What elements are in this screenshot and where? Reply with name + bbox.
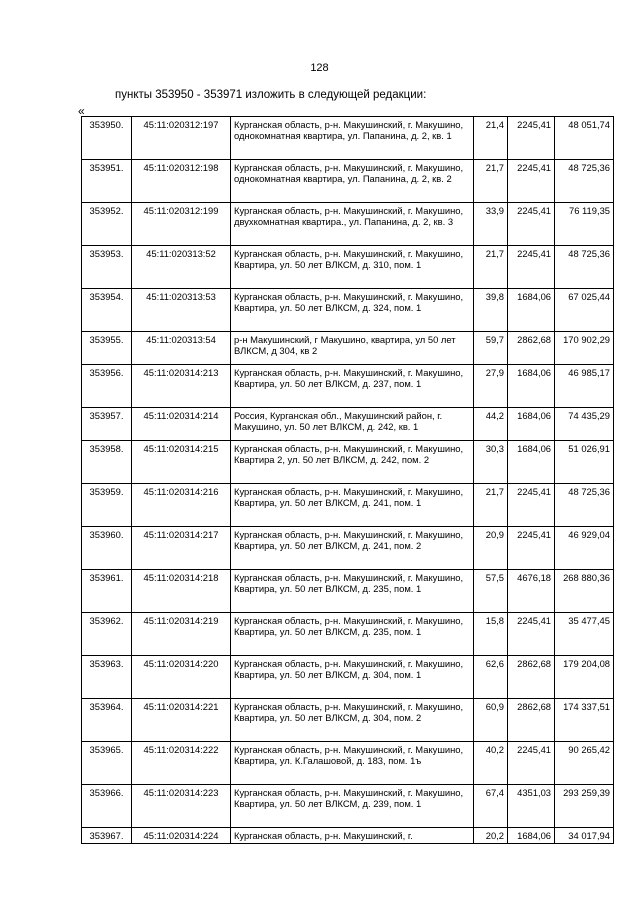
- cadastral-number: 45:11:020313:53: [132, 289, 231, 332]
- cadastral-number: 45:11:020314:220: [132, 656, 231, 699]
- table-row: [82, 742, 614, 785]
- cadastral-value: 74 435,29: [555, 408, 614, 441]
- row-number: 353954.: [82, 289, 132, 332]
- property-area: 39,8: [474, 289, 508, 332]
- table-row: [82, 527, 614, 570]
- property-address: Курганская область, р-н. Макушинский, г.: [231, 828, 474, 844]
- cadastral-value: 179 204,08: [555, 656, 614, 699]
- cadastral-value: 51 026,91: [555, 441, 614, 484]
- row-number: 353961.: [82, 570, 132, 613]
- cadastral-rate: 4676,18: [508, 570, 555, 613]
- cadastral-number: 45:11:020314:218: [132, 570, 231, 613]
- cadastral-rate: 2862,68: [508, 656, 555, 699]
- cadastral-number: 45:11:020314:221: [132, 699, 231, 742]
- property-registry-table: [81, 116, 614, 844]
- row-number: 353965.: [82, 742, 132, 785]
- row-number: 353960.: [82, 527, 132, 570]
- cadastral-value: 46 929,04: [555, 527, 614, 570]
- table-row: [82, 570, 614, 613]
- cadastral-value: 48 725,36: [555, 160, 614, 203]
- property-area: 40,2: [474, 742, 508, 785]
- table-row: [82, 484, 614, 527]
- table-row: [82, 289, 614, 332]
- cadastral-number: 45:11:020314:223: [132, 785, 231, 828]
- cadastral-rate: 1684,06: [508, 828, 555, 844]
- cadastral-number: 45:11:020314:219: [132, 613, 231, 656]
- property-area: 20,2: [474, 828, 508, 844]
- row-number: 353967.: [82, 828, 132, 844]
- property-area: 44,2: [474, 408, 508, 441]
- opening-quote-mark: «: [78, 104, 85, 118]
- cadastral-rate: 2245,41: [508, 203, 555, 246]
- property-area: 57,5: [474, 570, 508, 613]
- cadastral-value: 46 985,17: [555, 365, 614, 408]
- cadastral-rate: 1684,06: [508, 408, 555, 441]
- row-number: 353964.: [82, 699, 132, 742]
- property-area: 62,6: [474, 656, 508, 699]
- row-number: 353955.: [82, 332, 132, 365]
- cadastral-value: 174 337,51: [555, 699, 614, 742]
- property-area: 21,7: [474, 484, 508, 527]
- cadastral-number: 45:11:020314:217: [132, 527, 231, 570]
- cadastral-rate: 2245,41: [508, 117, 555, 160]
- property-area: 21,7: [474, 246, 508, 289]
- property-area: 60,9: [474, 699, 508, 742]
- cadastral-value: 48 725,36: [555, 484, 614, 527]
- cadastral-number: 45:11:020313:54: [132, 332, 231, 365]
- property-address: Курганская область, р-н. Макушинский, г. Макушино, Квартира, ул. 50 лет ВЛКСМ, д. 310, пом. 1: [231, 246, 474, 289]
- property-address: Курганская область, р-н. Макушинский, г. Макушино, Квартира 2, ул. 50 лет ВЛКСМ, д. 242, пом. 2: [231, 441, 474, 484]
- property-address: Курганская область, р-н. Макушинский, г. Макушино, Квартира, ул. К.Галашовой, д. 183, пом. 1ъ: [231, 742, 474, 785]
- cadastral-value: 170 902,29: [555, 332, 614, 365]
- property-address: р-н Макушинский, г Макушино, квартира, ул 50 лет ВЛКСМ, д 304, кв 2: [231, 332, 474, 365]
- row-number: 353953.: [82, 246, 132, 289]
- property-area: 21,7: [474, 160, 508, 203]
- table-row: [82, 408, 614, 441]
- row-number: 353959.: [82, 484, 132, 527]
- cadastral-value: 293 259,39: [555, 785, 614, 828]
- property-area: 20,9: [474, 527, 508, 570]
- row-number: 353956.: [82, 365, 132, 408]
- cadastral-value: 268 880,36: [555, 570, 614, 613]
- property-address: Курганская область, р-н. Макушинский, г. Макушино, двухкомнатная квартира., ул. Папанина, д. 2, кв. 3: [231, 203, 474, 246]
- property-address: Россия, Курганская обл., Макушинский район, г. Макушино, ул. 50 лет ВЛКСМ, д. 242, кв. 1: [231, 408, 474, 441]
- property-area: 59,7: [474, 332, 508, 365]
- property-area: 15,8: [474, 613, 508, 656]
- table-row: [82, 203, 614, 246]
- cadastral-number: 45:11:020314:215: [132, 441, 231, 484]
- property-area: 27,9: [474, 365, 508, 408]
- property-address: Курганская область, р-н. Макушинский, г. Макушино, Квартира, ул. 50 лет ВЛКСМ, д. 235, пом. 1: [231, 613, 474, 656]
- property-address: Курганская область, р-н. Макушинский, г. Макушино, Квартира, ул. 50 лет ВЛКСМ, д. 241, пом. 1: [231, 484, 474, 527]
- cadastral-number: 45:11:020314:222: [132, 742, 231, 785]
- cadastral-number: 45:11:020314:216: [132, 484, 231, 527]
- cadastral-value: 67 025,44: [555, 289, 614, 332]
- property-address: Курганская область, р-н. Макушинский, г. Макушино, Квартира, ул. 50 лет ВЛКСМ, д. 241, пом. 2: [231, 527, 474, 570]
- cadastral-number: 45:11:020314:213: [132, 365, 231, 408]
- cadastral-rate: 1684,06: [508, 441, 555, 484]
- cadastral-rate: 2245,41: [508, 613, 555, 656]
- table-row: [82, 656, 614, 699]
- row-number: 353957.: [82, 408, 132, 441]
- cadastral-number: 45:11:020314:214: [132, 408, 231, 441]
- registry-body: [82, 117, 614, 844]
- cadastral-rate: 2862,68: [508, 699, 555, 742]
- cadastral-rate: 4351,03: [508, 785, 555, 828]
- property-address: Курганская область, р-н. Макушинский, г. Макушино, однокомнатная квартира, ул. Папанина, д. 2, кв. 1: [231, 117, 474, 160]
- property-area: 33,9: [474, 203, 508, 246]
- cadastral-number: 45:11:020312:198: [132, 160, 231, 203]
- row-number: 353966.: [82, 785, 132, 828]
- cadastral-rate: 2245,41: [508, 527, 555, 570]
- property-address: Курганская область, р-н. Макушинский, г. Макушино, Квартира, ул. 50 лет ВЛКСМ, д. 304, пом. 2: [231, 699, 474, 742]
- cadastral-rate: 2245,41: [508, 742, 555, 785]
- cadastral-number: 45:11:020312:199: [132, 203, 231, 246]
- table-row: [82, 613, 614, 656]
- cadastral-rate: 1684,06: [508, 289, 555, 332]
- cadastral-rate: 2245,41: [508, 246, 555, 289]
- cadastral-value: 90 265,42: [555, 742, 614, 785]
- cadastral-value: 76 119,35: [555, 203, 614, 246]
- cadastral-number: 45:11:020314:224: [132, 828, 231, 844]
- property-address: Курганская область, р-н. Макушинский, г. Макушино, Квартира, ул. 50 лет ВЛКСМ, д. 304, пом. 1: [231, 656, 474, 699]
- cadastral-value: 48 051,74: [555, 117, 614, 160]
- cadastral-rate: 2245,41: [508, 160, 555, 203]
- cadastral-rate: 1684,06: [508, 365, 555, 408]
- property-address: Курганская область, р-н. Макушинский, г. Макушино, Квартира, ул. 50 лет ВЛКСМ, д. 235, пом. 1: [231, 570, 474, 613]
- property-address: Курганская область, р-н. Макушинский, г. Макушино, Квартира, ул. 50 лет ВЛКСМ, д. 237, пом. 1: [231, 365, 474, 408]
- intro-text: пункты 353950 - 353971 изложить в следующей редакции:: [115, 89, 427, 101]
- cadastral-value: 34 017,94: [555, 828, 614, 844]
- table-row: [82, 246, 614, 289]
- row-number: 353951.: [82, 160, 132, 203]
- table-row: [82, 699, 614, 742]
- cadastral-value: 35 477,45: [555, 613, 614, 656]
- table-row: [82, 332, 614, 365]
- row-number: 353950.: [82, 117, 132, 160]
- property-area: 21,4: [474, 117, 508, 160]
- table-row: [82, 365, 614, 408]
- row-number: 353962.: [82, 613, 132, 656]
- row-number: 353963.: [82, 656, 132, 699]
- cadastral-number: 45:11:020313:52: [132, 246, 231, 289]
- table-row: [82, 117, 614, 160]
- property-area: 30,3: [474, 441, 508, 484]
- property-address: Курганская область, р-н. Макушинский, г. Макушино, однокомнатная квартира, ул. Папанина, д. 2, кв. 2: [231, 160, 474, 203]
- row-number: 353952.: [82, 203, 132, 246]
- property-address: Курганская область, р-н. Макушинский, г. Макушино, Квартира, ул. 50 лет ВЛКСМ, д. 324, пом. 1: [231, 289, 474, 332]
- cadastral-rate: 2245,41: [508, 484, 555, 527]
- property-area: 67,4: [474, 785, 508, 828]
- page-number: 128: [310, 62, 329, 74]
- table-row: [82, 441, 614, 484]
- cadastral-rate: 2862,68: [508, 332, 555, 365]
- cadastral-value: 48 725,36: [555, 246, 614, 289]
- row-number: 353958.: [82, 441, 132, 484]
- cadastral-number: 45:11:020312:197: [132, 117, 231, 160]
- property-address: Курганская область, р-н. Макушинский, г. Макушино, Квартира, ул. 50 лет ВЛКСМ, д. 239, пом. 1: [231, 785, 474, 828]
- table-row: [82, 160, 614, 203]
- table-row: [82, 785, 614, 828]
- table-row: [82, 828, 614, 844]
